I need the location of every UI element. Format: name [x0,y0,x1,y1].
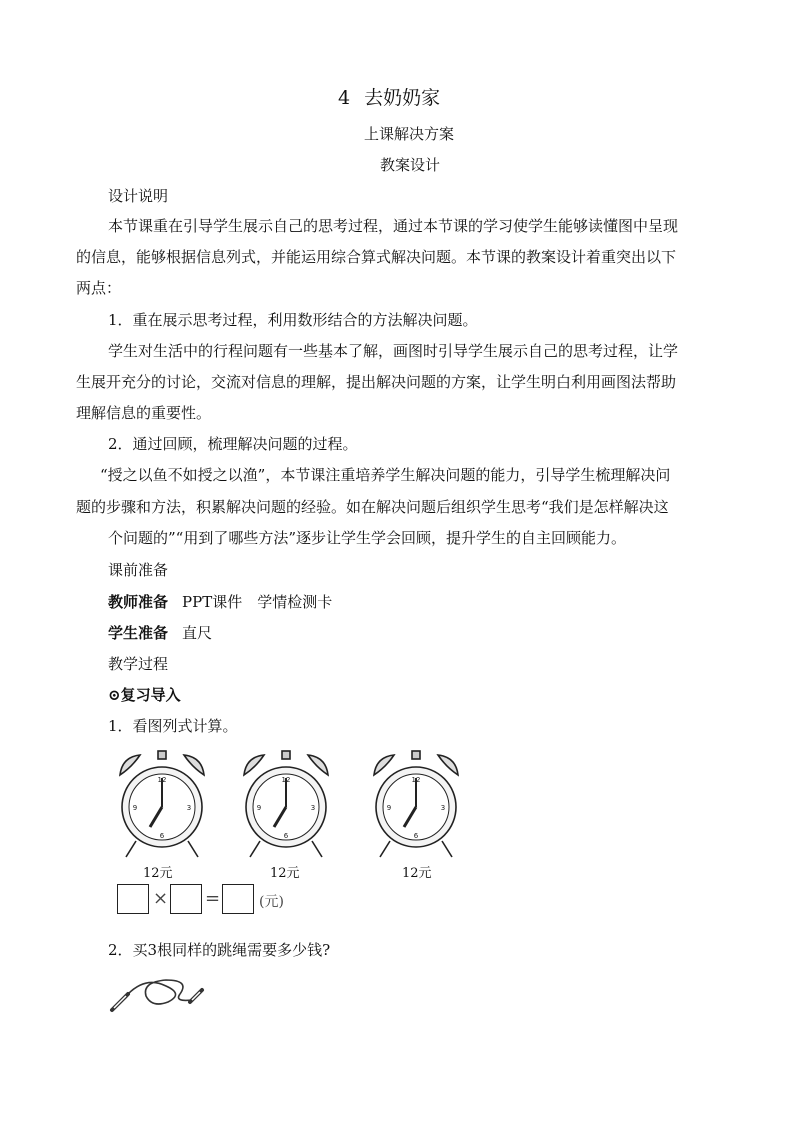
teacher-prep-label: 教师准备 [108,593,169,611]
prep-heading: 课前准备 [108,561,169,579]
svg-text:6: 6 [413,832,419,840]
paragraph-line: 本节课重在引导学生展示自己的思考过程，通过本节课的学习使学生能够读懂图中呈现 [108,217,679,235]
svg-text:6: 6 [159,832,165,840]
svg-text:12: 12 [157,776,167,784]
svg-text:12: 12 [281,776,291,784]
paragraph-line: “授之以鱼不如授之以渔”，本节课注重培养学生解决问题的能力，引导学生梳理解决问 [100,466,671,484]
equals-sign: = [205,888,221,909]
point-heading: 1．重在展示思考过程，利用数形结合的方法解决问题。 [108,311,478,329]
svg-text:3: 3 [440,804,446,812]
process-heading: 教学过程 [108,655,169,673]
lesson-number: 4 [338,87,351,109]
student-prep [108,623,212,643]
student-prep-label: 学生准备 [108,624,169,642]
svg-text:9: 9 [386,804,392,812]
paragraph-line: 的信息，能够根据信息列式，并能运用综合算式解决问题。本节课的教案设计着重突出以下 [76,248,677,266]
question-2: 2．买3根同样的跳绳需要多少钱? [108,941,331,959]
subtitle: 上课解决方案 [364,125,455,143]
svg-text:3: 3 [310,804,316,812]
alarm-clock-icon [112,745,212,860]
unit-label: (元) [259,894,284,910]
svg-text:12: 12 [411,776,421,784]
student-prep-value: 直尺 [182,624,213,642]
paragraph-line: 两点： [76,279,122,297]
lesson-title-text: 去奶奶家 [364,87,441,109]
teacher-prep [108,592,332,612]
question-1: 1．看图列式计算。 [108,717,238,735]
clock-price: 12元 [270,866,300,881]
review-heading: ⊙复习导入 [108,686,181,704]
times-sign: × [153,888,169,909]
design-heading: 设计说明 [108,187,169,205]
paragraph-line: 题的步骤和方法，积累解决问题的经验。如在解决问题后组织学生思考“我们是怎样解决这 [76,498,669,516]
section-title: 教案设计 [380,156,441,174]
paragraph-line: 个问题的”“用到了哪些方法”逐步让学生学会回顾，提升学生的自主回顾能力。 [108,529,627,547]
alarm-clock-icon [366,745,466,860]
jump-rope-icon [106,972,206,1016]
svg-text:9: 9 [132,804,138,812]
answer-box-1[interactable] [117,884,149,914]
lesson-title [338,88,440,108]
teacher-prep-value: PPT课件 学情检测卡 [182,593,333,611]
svg-text:6: 6 [283,832,289,840]
clock-price: 12元 [402,866,432,881]
alarm-clock-icon [236,745,336,860]
svg-text:3: 3 [186,804,192,812]
paragraph-line: 生展开充分的讨论，交流对信息的理解，提出解决问题的方案，让学生明白利用画图法帮助 [76,373,677,391]
svg-text:9: 9 [256,804,262,812]
point-heading: 2．通过回顾，梳理解决问题的过程。 [108,435,358,453]
answer-box-3[interactable] [222,884,254,914]
clock-price: 12元 [143,866,173,881]
answer-box-2[interactable] [170,884,202,914]
paragraph-line: 理解信息的重要性。 [76,404,212,422]
paragraph-line: 学生对生活中的行程问题有一些基本了解，画图时引导学生展示自己的思考过程，让学 [108,342,679,360]
